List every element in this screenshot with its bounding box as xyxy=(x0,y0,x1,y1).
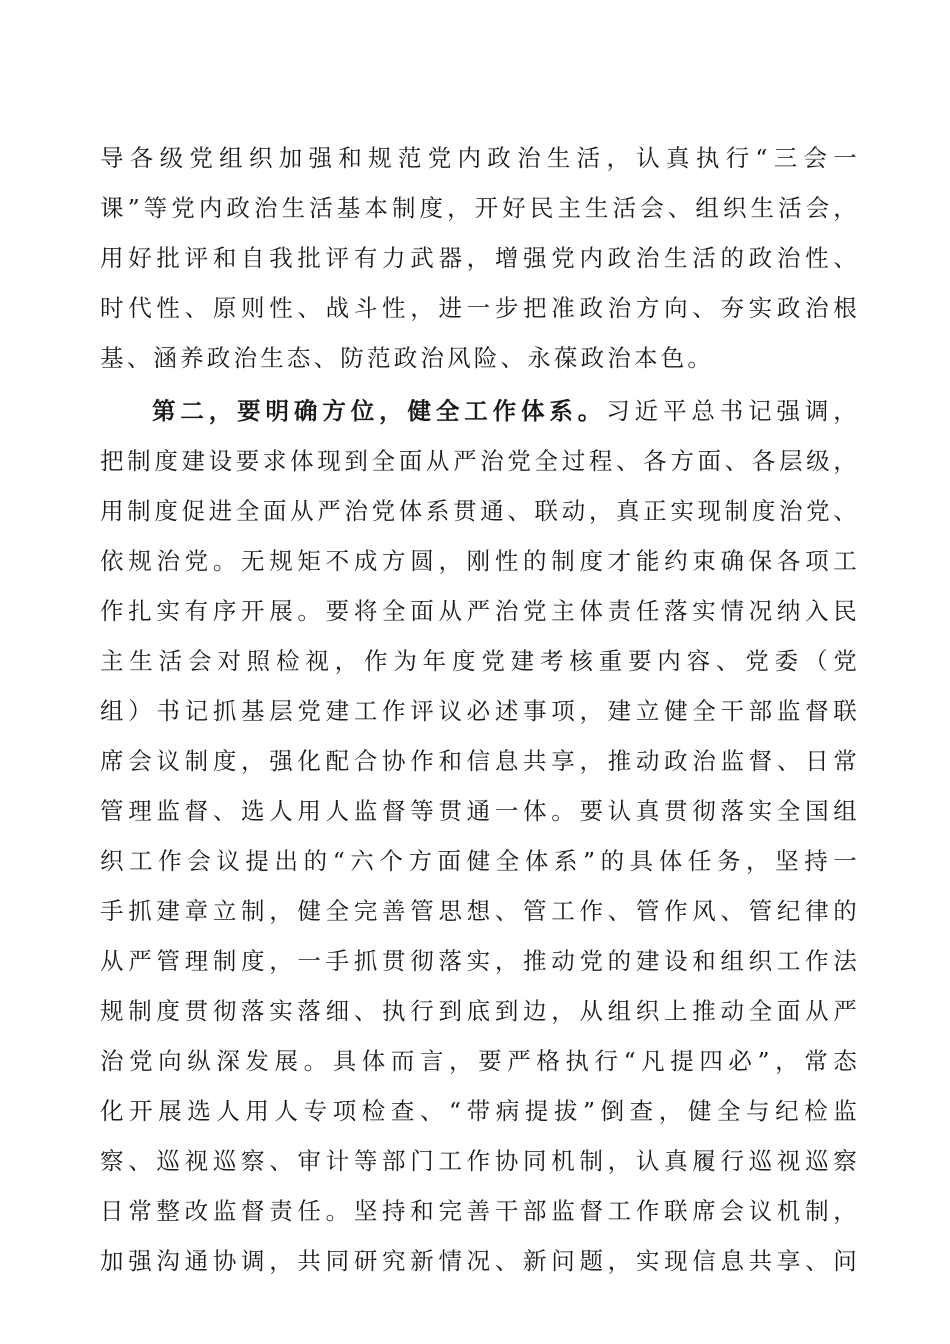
paragraph-1-line-4: 时代性、原则性、战斗性，进一步把准政治方向、夯实政治根 xyxy=(100,294,860,322)
paragraph-2-line-9: 管理监督、选人用人监督等贯通一体。要认真贯彻落实全国组 xyxy=(100,797,860,825)
paragraph-1-line-2: 课”等党内政治生活基本制度，开好民主生活会、组织生活会， xyxy=(100,194,860,222)
paragraph-2-line-10: 织工作会议提出的“六个方面健全体系”的具体任务，坚持一 xyxy=(100,847,860,875)
paragraph-1-line-5: 基、涵养政治生态、防范政治风险、永葆政治本色。 xyxy=(100,344,715,372)
paragraph-2-line-7: 组）书记抓基层党建工作评议必述事项，建立健全干部监督联 xyxy=(100,697,860,725)
paragraph-2-line-14: 治党向纵深发展。具体而言，要严格执行“凡提四必”，常态 xyxy=(100,1047,860,1075)
paragraph-2-line-5: 作扎实有序开展。要将全面从严治党主体责任落实情况纳入民 xyxy=(100,597,860,625)
paragraph-2-first-line xyxy=(100,389,860,433)
section-heading: 第二，要明确方位，健全工作体系。 xyxy=(152,397,607,425)
paragraph-2-line-16: 察、巡视巡察、审计等部门工作协同机制，认真履行巡视巡察 xyxy=(100,1147,860,1175)
paragraph-1-line-3: 用好批评和自我批评有力武器，增强党内政治生活的政治性、 xyxy=(100,244,860,272)
paragraph-2-line-13: 规制度贯彻落实落细、执行到底到边，从组织上推动全面从严 xyxy=(100,997,860,1025)
paragraph-2-first-line-rest: 习近平总书记强调， xyxy=(606,397,860,425)
paragraph-1-line-1: 导各级党组织加强和规范党内政治生活，认真执行“三会一 xyxy=(100,144,860,172)
paragraph-2-line-4: 依规治党。无规矩不成方圆，刚性的制度才能约束确保各项工 xyxy=(100,547,860,575)
paragraph-2-line-6: 主生活会对照检视，作为年度党建考核重要内容、党委（党 xyxy=(100,647,860,675)
paragraph-2-line-18: 加强沟通协调，共同研究新情况、新问题，实现信息共享、问 xyxy=(100,1247,860,1275)
paragraph-2-line-17: 日常整改监督责任。坚持和完善干部监督工作联席会议机制， xyxy=(100,1197,860,1225)
paragraph-2-line-3: 用制度促进全面从严治党体系贯通、联动，真正实现制度治党、 xyxy=(100,497,860,525)
paragraph-2-line-2: 把制度建设要求体现到全面从严治党全过程、各方面、各层级， xyxy=(100,447,860,475)
paragraph-2-line-8: 席会议制度，强化配合协作和信息共享，推动政治监督、日常 xyxy=(100,747,860,775)
paragraph-2-line-11: 手抓建章立制，健全完善管思想、管工作、管作风、管纪律的 xyxy=(100,897,860,925)
paragraph-2-line-12: 从严管理制度，一手抓贯彻落实，推动党的建设和组织工作法 xyxy=(100,947,860,975)
paragraph-2-line-15: 化开展选人用人专项检查、“带病提拔”倒查，健全与纪检监 xyxy=(100,1097,860,1125)
